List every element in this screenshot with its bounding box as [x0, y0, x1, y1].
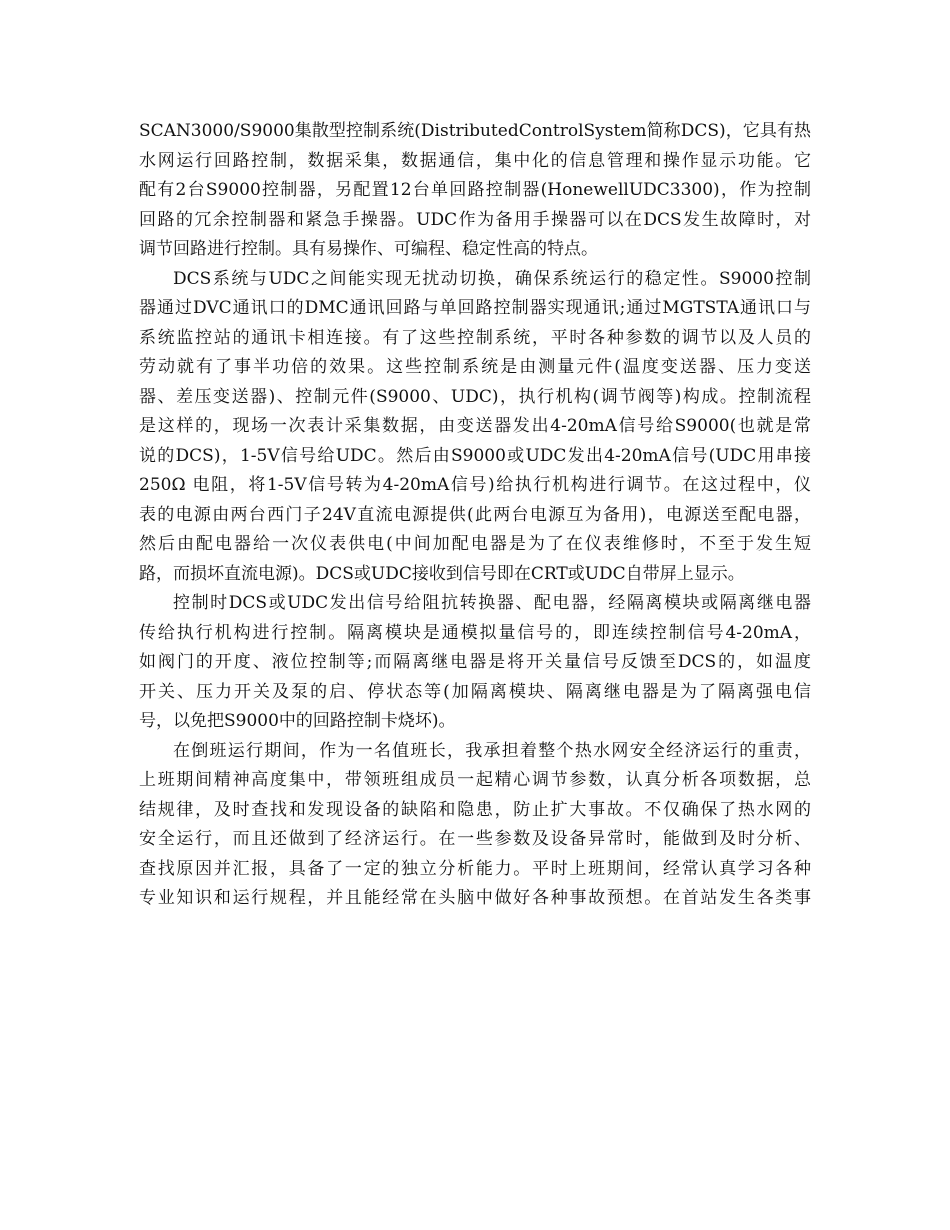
text-line: 表的电源由两台西门子24V直流电源提供(此两台电源互为备用)，电源送至配电器，	[139, 504, 811, 525]
text-line: 如阀门的开度、液位控制等;而隔离继电器是将开关量信号反馈至DCS的，如温度	[139, 652, 811, 672]
text-line: 控制时DCS或UDC发出信号给阻抗转换器、配电器，经隔离模块或隔离继电器	[173, 593, 811, 613]
text-line: 结规律，及时查找和发现设备的缺陷和隐患，防止扩大事故。不仅确保了热水网的	[139, 799, 811, 820]
text-line: 配有2台S9000控制器，另配置12台单回路控制器(HonewellUDC3300)，作为控制	[139, 180, 811, 200]
text-line: 器、差压变送器)、控制元件(S9000、UDC)，执行机构(调节阀等)构成。控制流程	[139, 386, 811, 407]
paragraph-control-flow	[139, 265, 811, 590]
paragraph-dcs-overview	[139, 117, 811, 265]
text-line: 在倒班运行期间，作为一名值班长，我承担着整个热水网安全经济运行的重责，	[173, 740, 811, 761]
text-line: 开关、压力开关及泵的启、停状态等(加隔离模块、隔离继电器是为了隔离强电信	[139, 681, 811, 702]
text-line: 回路的冗余控制器和紧急手操器。UDC作为备用手操器可以在DCS发生故障时，对	[139, 209, 811, 230]
text-line: 250Ω 电阻，将1-5V信号转为4-20mA信号)给执行机构进行调节。在这过程中，仪	[139, 475, 811, 495]
text-line: 水网运行回路控制，数据采集，数据通信，集中化的信息管理和操作显示功能。它	[139, 150, 811, 171]
text-line: DCS系统与UDC之间能实现无扰动切换，确保系统运行的稳定性。S9000控制	[173, 268, 811, 289]
text-line: SCAN3000/S9000集散型控制系统(DistributedControlSystem简称DCS)，它具有热	[139, 121, 811, 141]
text-line: 是这样的，现场一次表计采集数据，由变送器发出4-20mA信号给S9000(也就是常	[139, 416, 811, 436]
text-line: 路，而损坏直流电源)。DCS或UDC接收到信号即在CRT或UDC自带屏上显示。	[139, 563, 745, 584]
document-body	[139, 117, 811, 914]
text-line: 器通过DVC通讯口的DMC通讯回路与单回路控制器实现通讯;通过MGTSTA通讯口与	[139, 298, 811, 318]
text-line: 说的DCS)，1-5V信号给UDC。然后由S9000或UDC发出4-20mA信号(UDC用串接	[139, 445, 811, 466]
text-line: 查找原因并汇报，具备了一定的独立分析能力。平时上班期间，经常认真学习各种	[139, 858, 811, 879]
text-line: 安全运行，而且还做到了经济运行。在一些参数及设备异常时，能做到及时分析、	[139, 829, 811, 849]
text-line: 专业知识和运行规程，并且能经常在头脑中做好各种事故预想。在首站发生各类事	[139, 888, 811, 908]
text-line: 然后由配电器给一次仪表供电(中间加配电器是为了在仪表维修时，不至于发生短	[139, 534, 811, 554]
text-line: 上班期间精神高度集中，带领班组成员一起精心调节参数，认真分析各项数据，总	[139, 770, 811, 790]
text-line: 号，以免把S9000中的回路控制卡烧坏)。	[139, 711, 456, 731]
text-line: 调节回路进行控制。具有易操作、可编程、稳定性高的特点。	[139, 239, 598, 259]
paragraph-shift-duty	[139, 737, 811, 914]
paragraph-isolation	[139, 589, 811, 737]
text-line: 系统监控站的通讯卡相连接。有了这些控制系统，平时各种参数的调节以及人员的	[139, 327, 811, 348]
text-line: 传给执行机构进行控制。隔离模块是通模拟量信号的，即连续控制信号4-20mA，	[139, 622, 811, 643]
text-line: 劳动就有了事半功倍的效果。这些控制系统是由测量元件(温度变送器、压力变送	[139, 357, 811, 377]
